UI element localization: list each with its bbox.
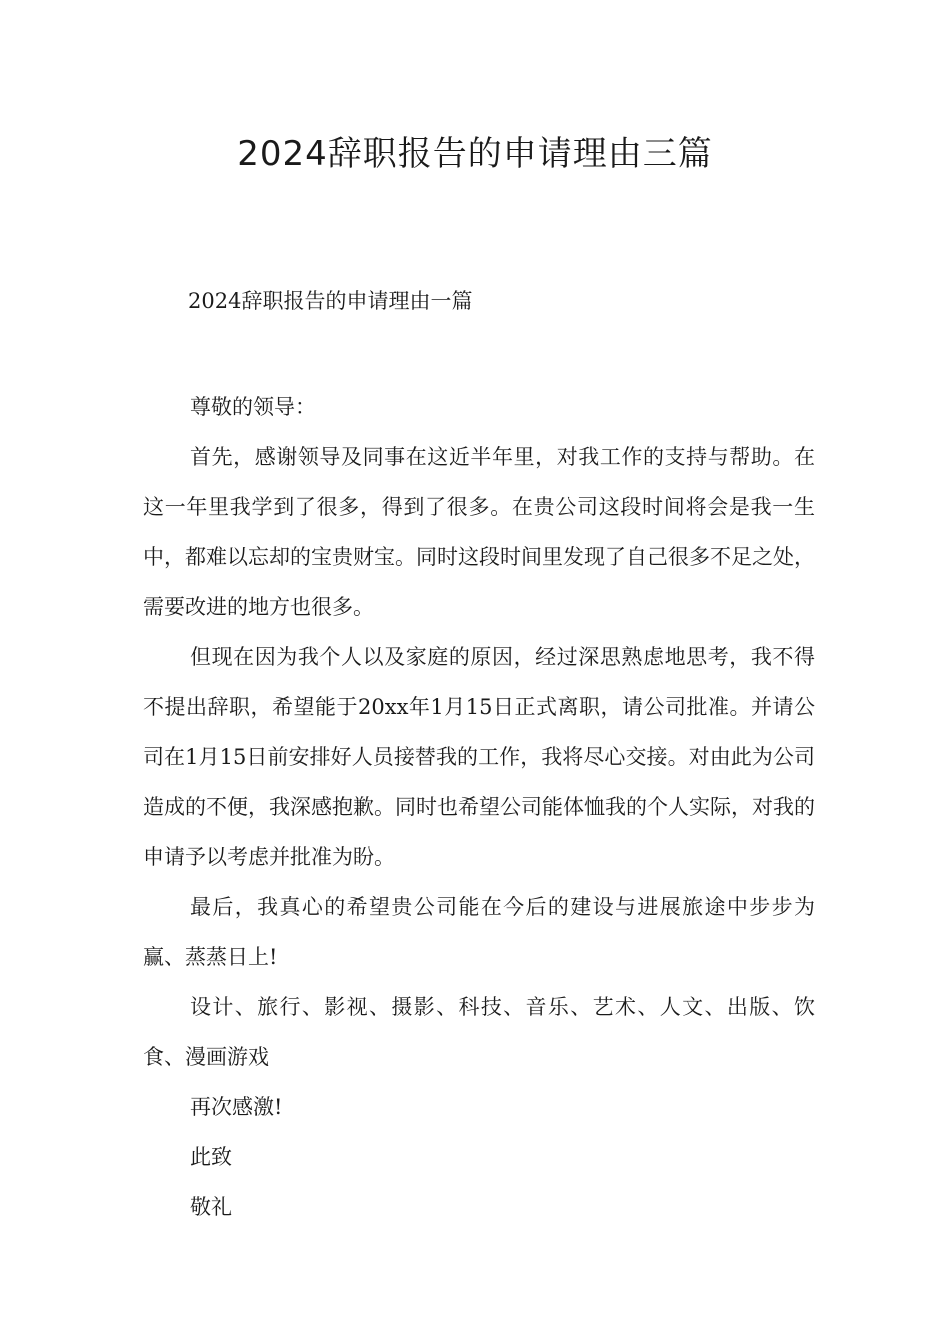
paragraph-resignation-reason: 但现在因为我个人以及家庭的原因，经过深思熟虑地思考，我不得不提出辞职，希望能于20xx年1月15日正式离职，请公司批准。并请公司在1月15日前安排好人员接替我的工作，我将尽心交接。对由此为公司造成的不便，我深感抱歉。同时也希望公司能体恤我的个人实际，对我的申请予以考虑并批准为盼。	[143, 645, 815, 869]
paragraph-best-wishes: 最后，我真心的希望贵公司能在今后的建设与进展旅途中步步为赢、蒸蒸日上!	[143, 895, 815, 969]
thanks-line: 再次感激!	[190, 1095, 283, 1119]
paragraph-thanks-intro: 首先，感谢领导及同事在这近半年里，对我工作的支持与帮助。在这一年里我学到了很多，得到了很多。在贵公司这段时间将会是我一生中，都难以忘却的宝贵财宝。同时这段时间里发现了自己很多不足之处，需要改进的地方也很多。	[143, 445, 815, 619]
closing-line-1: 此致	[190, 1145, 232, 1169]
closing-line-2: 敬礼	[190, 1195, 232, 1219]
section-subtitle: 2024辞职报告的申请理由一篇	[188, 289, 473, 313]
salutation: 尊敬的领导：	[190, 395, 316, 419]
document-title: 2024辞职报告的申请理由三篇	[237, 134, 713, 174]
letter-body	[143, 382, 815, 1232]
paragraph-topics: 设计、旅行、影视、摄影、科技、音乐、艺术、人文、出版、饮食、漫画游戏	[143, 995, 815, 1069]
